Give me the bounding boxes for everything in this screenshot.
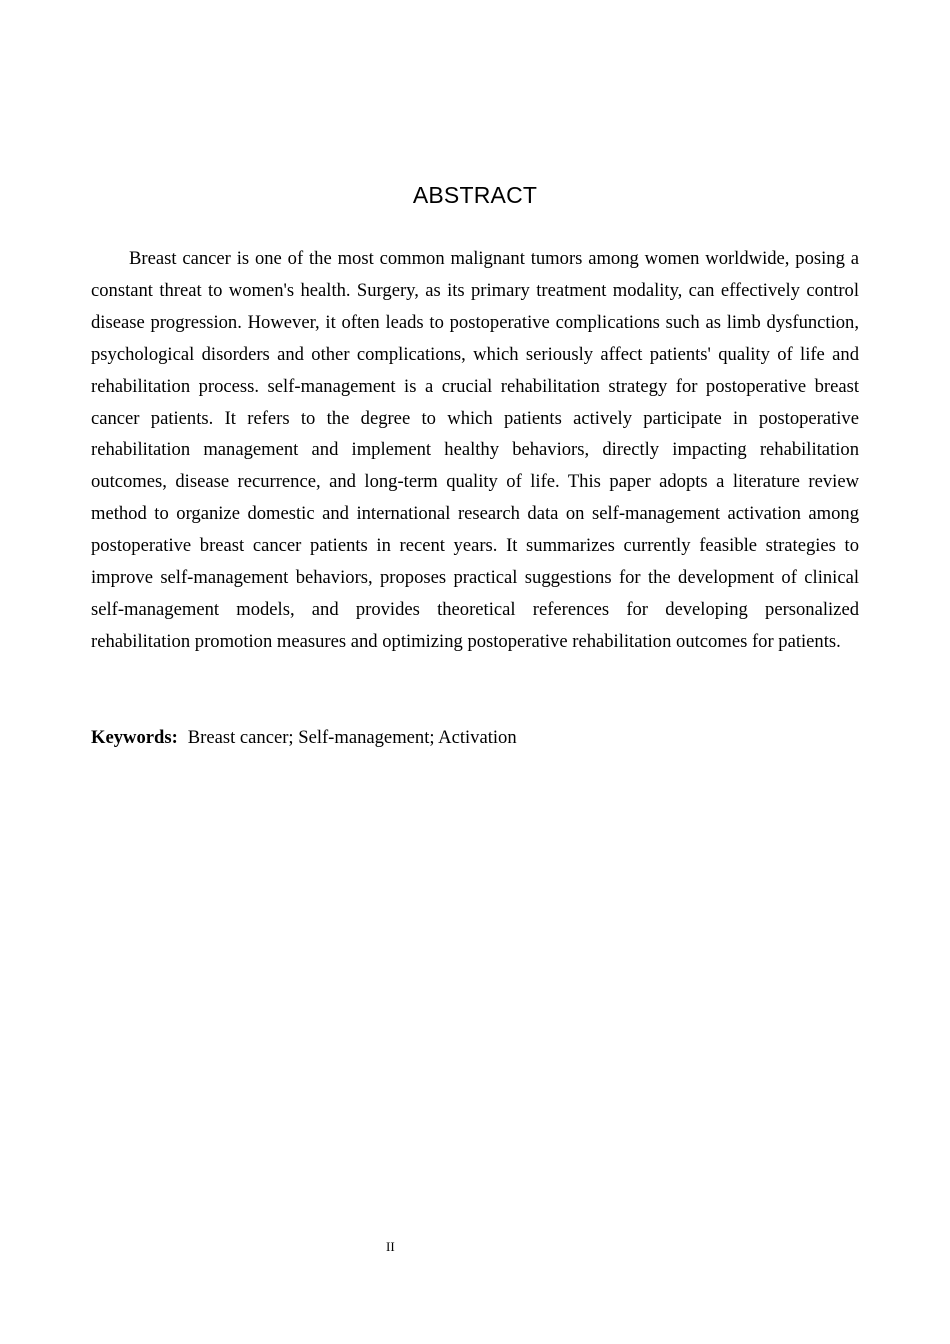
page-number: II — [386, 1239, 395, 1254]
keywords-label: Keywords: — [91, 727, 178, 748]
page-title: ABSTRACT — [412, 182, 538, 208]
abstract-paragraph: Breast cancer is one of the most common malignant tumors among women worldwide, posing a constant threat to women's health. Surgery, as its primary treatment modality, can effectively control disease progression. However, it often leads to postoperative complications such as limb dysfunction, psychological disorders and other complications, which seriously affect patients' quality of life and rehabilitation process. self-management is a crucial rehabilitation strategy for postoperative breast cancer patients. It refers to the degree to which patients actively participate in postoperative rehabilitation management and implement healthy behaviors, directly impacting rehabilitation outcomes, disease recurrence, and long-term quality of life. This paper adopts a literature review method to organize domestic and international research data on self-management activation among postoperative breast cancer patients in recent years. It summarizes currently feasible strategies to improve self-management behaviors, proposes practical suggestions for the development of clinical self-management models, and provides theoretical references for developing personalized rehabilitation promotion measures and optimizing postoperative rehabilitation outcomes for patients. — [91, 248, 859, 652]
keywords-line — [91, 722, 859, 754]
keywords-value: Breast cancer; Self-management; Activation — [187, 727, 517, 748]
